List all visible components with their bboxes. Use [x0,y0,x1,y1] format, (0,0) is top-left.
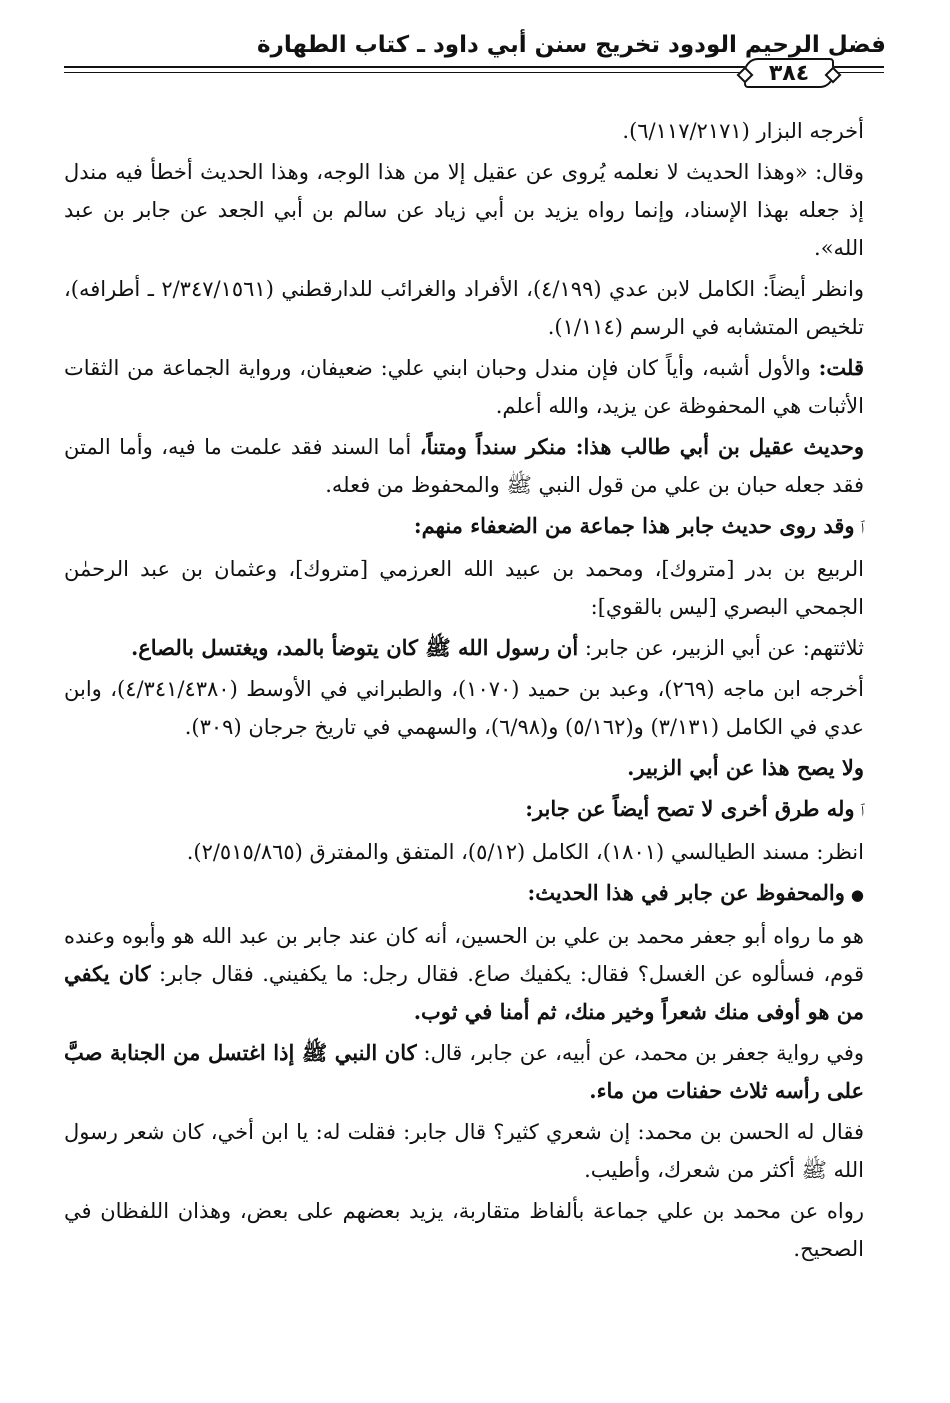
paragraph-text: وقال: «وهذا الحديث لا نعلمه يُروى عن عقيل إلا من هذا الوجه، وهذا الحديث أخطأ فيه مندل إذ جعله بهذا الإسناد، وإنما رواه يزيد بن أبي زياد عن سالم بن أبي الجعد عن جابر بن عبد الله». [64,160,864,260]
header-rule-thin-left [64,72,744,73]
bullet-icon: ﭐ [860,519,864,537]
paragraph [64,1034,864,1110]
paragraph-lead: وحديث عقيل بن أبي طالب هذا: منكر سنداً ومتناً، [419,434,864,459]
paragraph-lead: وله طرق أخرى لا تصح أيضاً عن جابر: [525,796,855,821]
paragraph-text: والأول أشبه، وأياً كان فإن مندل وحبان ابني علي: ضعيفان، ورواية الجماعة من الثقات الأثبات هي المحفوظة عن يزيد، والله أعلم. [64,356,864,418]
paragraph-text: انظر: مسند الطيالسي (١٨٠١)، الكامل (٥/١٢)، المتفق والمفترق (٢/٥١٥/٨٦٥). [186,840,864,864]
paragraph [64,874,864,914]
paragraph [64,550,864,626]
paragraph [64,1192,864,1268]
page-number: ٣٨٤ [768,60,810,86]
paragraph [64,749,864,787]
paragraph-quote: كان يكفي من هو أوفى منك شعراً وخير منك، ثم أمنا في ثوب. [64,961,864,1024]
paragraph-text: وفي رواية جعفر بن محمد، عن أبيه، عن جابر، قال: [416,1041,865,1065]
bullet-icon: ● [850,886,864,904]
paragraph [64,112,864,150]
paragraph [64,670,864,746]
paragraph-text: ثلاثتهم: عن أبي الزبير، عن جابر: [578,636,864,660]
paragraph [64,349,864,425]
paragraph-text: أما السند فقد علمت ما فيه، وأما المتن فقد جعله حبان بن علي من قول النبي ﷺ والمحفوظ من فعله. [64,435,864,497]
paragraph [64,833,864,871]
paragraph-lead: قلت: [818,355,864,380]
paragraph-text: رواه عن محمد بن علي جماعة بألفاظ متقاربة، يزيد بعضهم على بعض، وهذان اللفظان في الصحيح. [64,1199,864,1261]
paragraph-text: أخرجه البزار (٦/١١٧/٢١٧١). [622,119,864,143]
paragraph [64,629,864,667]
running-header-title: فضل الرحيم الودود تخريج سنن أبي داود ـ كتاب الطهارة [257,32,886,58]
paragraph-lead: وقد روى حديث جابر هذا جماعة من الضعفاء منهم: [413,513,855,538]
paragraph [64,153,864,267]
paragraph-quote: كان النبي ﷺ إذا اغتسل من الجنابة صبَّ على رأسه ثلاث حفنات من ماء. [64,1040,864,1103]
paragraph-text: فقال له الحسن بن محمد: إن شعري كثير؟ قال جابر: فقلت له: يا ابن أخي، كان شعر رسول الله ﷺ أكثر من شعرك، وأطيب. [64,1120,864,1182]
paragraph-lead: والمحفوظ عن جابر في هذا الحديث: [527,880,845,905]
header-rule-thin-right [834,72,884,73]
paragraph [64,790,864,830]
paragraph [64,1113,864,1189]
paragraph-text: أخرجه ابن ماجه (٢٦٩)، وعبد بن حميد (١٠٧٠)، والطبراني في الأوسط (٤/٣٤١/٤٣٨٠)، وابن عدي في الكامل (٣/١٣١) و(٥/١٦٢) و(٦/٩٨)، والسهمي في تاريخ جرجان (٣٠٩). [64,677,864,739]
bullet-icon: ﭐ [860,802,864,820]
page-number-badge [744,58,834,88]
paragraph-quote: أن رسول الله ﷺ كان يتوضأ بالمد، ويغتسل بالصاع. [130,635,579,660]
paragraph-text: الربيع بن بدر [متروك]، ومحمد بن عبيد الله العرزمي [متروك]، وعثمان بن عبد الرحمٰن الجمحي البصري [ليس بالقوي]: [64,557,864,619]
paragraph-text: هو ما رواه أبو جعفر محمد بن علي بن الحسين، أنه كان عند جابر بن عبد الله هو وأبوه وعنده قوم، فسألوه عن الغسل؟ فقال: يكفيك صاع. فقال رجل: ما يكفيني. فقال جابر: [64,924,864,986]
paragraph [64,507,864,547]
paragraph-text: وانظر أيضاً: الكامل لابن عدي (٤/١٩٩)، الأفراد والغرائب للدارقطني (٢/٣٤٧/١٥٦١ ـ أطرافه)، تلخيص المتشابه في الرسم (١/١١٤). [64,277,864,339]
paragraph [64,428,864,504]
paragraph [64,270,864,346]
paragraph-lead: ولا يصح هذا عن أبي الزبير. [627,755,864,780]
page-body-text [64,112,864,1271]
paragraph [64,917,864,1031]
